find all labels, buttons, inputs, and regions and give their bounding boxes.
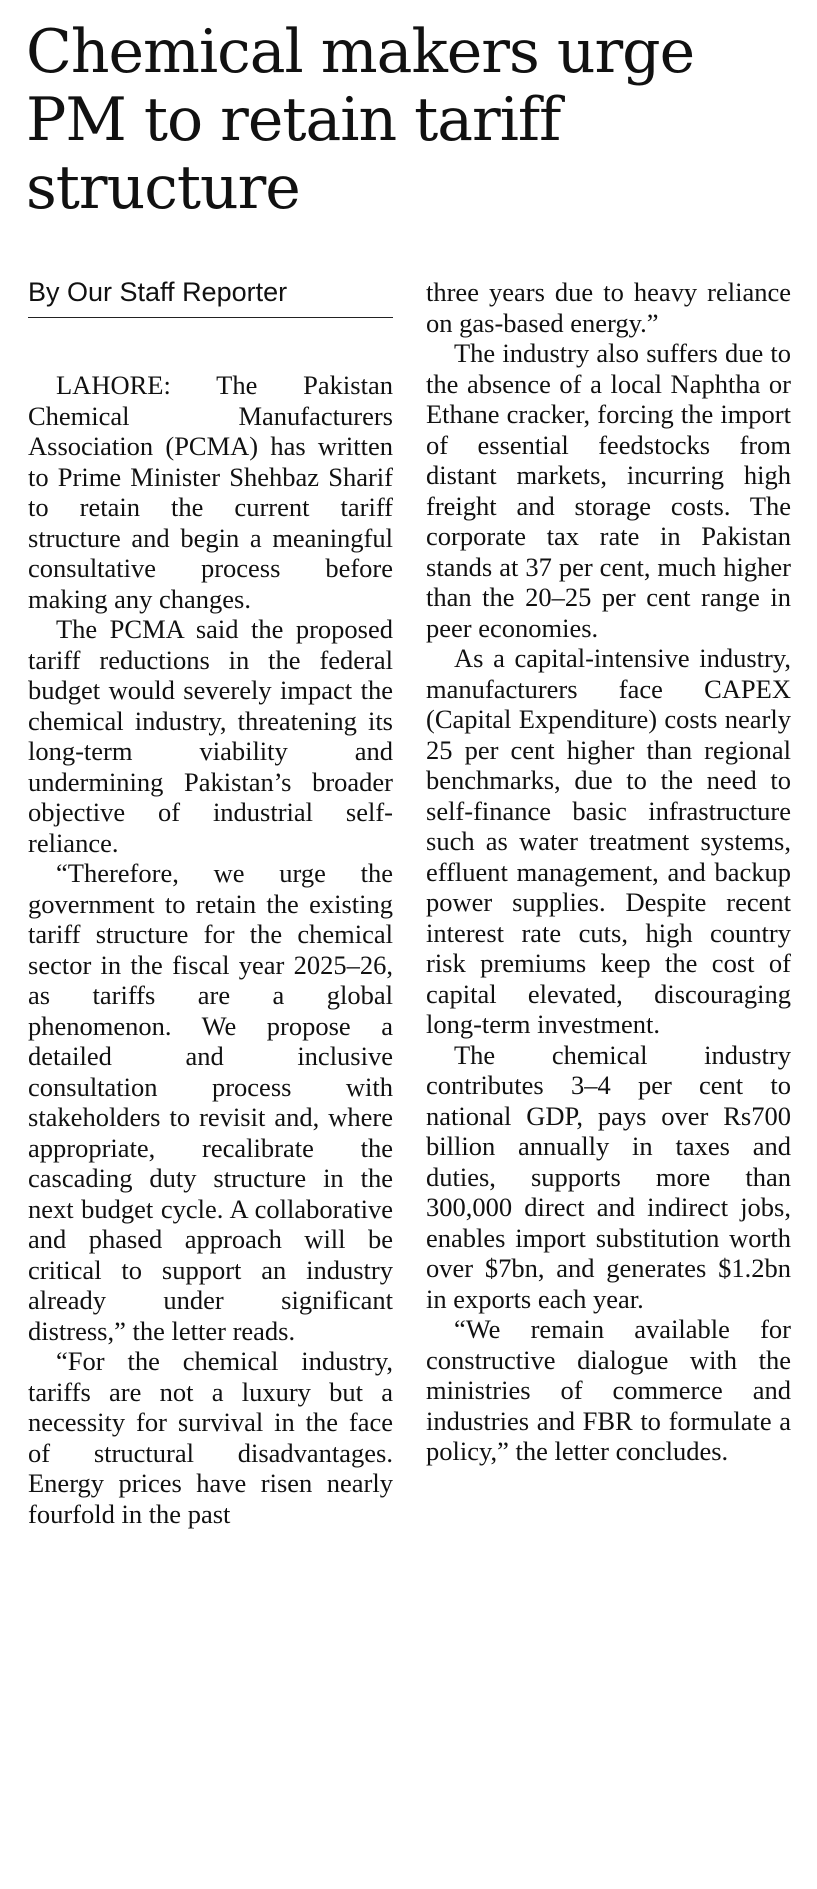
byline: By Our Staff Reporter bbox=[28, 273, 393, 318]
headline: Chemical makers urge PM to retain tariff structure bbox=[26, 17, 695, 223]
article-column-1 bbox=[28, 370, 393, 1529]
paragraph: LAHORE: The Pakistan Chemical Manufacturers Association (PCMA) has written to Prime Minister Shehbaz Sharif to retain the current tariff structure and begin a meaningful consultative process before making any changes. bbox=[28, 370, 393, 614]
article-column-2 bbox=[426, 277, 791, 1467]
paragraph-continuation: three years due to heavy reliance on gas-based energy.” bbox=[426, 277, 791, 338]
paragraph: The PCMA said the proposed tariff reductions in the federal budget would severely impact the chemical industry, threatening its long-term viability and undermining Pakistan’s broader objective of industrial self-reliance. bbox=[28, 614, 393, 858]
paragraph: “For the chemical industry, tariffs are not a luxury but a necessity for survival in the face of structural disadvantages. Energy prices have risen nearly fourfold in the past bbox=[28, 1346, 393, 1529]
paragraph: The industry also suffers due to the absence of a local Naphtha or Ethane cracker, forcing the import of essential feedstocks from distant markets, incurring high freight and storage costs. The corporate tax rate in Pakistan stands at 37 per cent, much higher than the 20–25 per cent range in peer economies. bbox=[426, 338, 791, 643]
paragraph: As a capital-intensive industry, manufacturers face CAPEX (Capital Expenditure) costs nearly 25 per cent higher than regional benchmarks, due to the need to self-finance basic infrastructure such as water treatment systems, effluent management, and backup power supplies. Despite recent interest rate cuts, high country risk premiums keep the cost of capital elevated, discouraging long-term investment. bbox=[426, 643, 791, 1039]
paragraph: The chemical industry contributes 3–4 per cent to national GDP, pays over Rs700 billion annually in taxes and duties, supports more than 300,000 direct and indirect jobs, enables import substitution worth over $7bn, and generates $1.2bn in exports each year. bbox=[426, 1039, 791, 1314]
paragraph: “Therefore, we urge the government to retain the existing tariff structure for the chemical sector in the fiscal year 2025–26, as tariffs are a global phenomenon. We propose a detailed and inclusive consultation process with stakeholders to revisit and, where appropriate, recalibrate the cascading duty structure in the next budget cycle. A collaborative and phased approach will be critical to support an industry already under significant distress,” the letter reads. bbox=[28, 858, 393, 1346]
paragraph: “We remain available for constructive dialogue with the ministries of commerce and industries and FBR to formulate a policy,” the letter concludes. bbox=[426, 1314, 791, 1466]
